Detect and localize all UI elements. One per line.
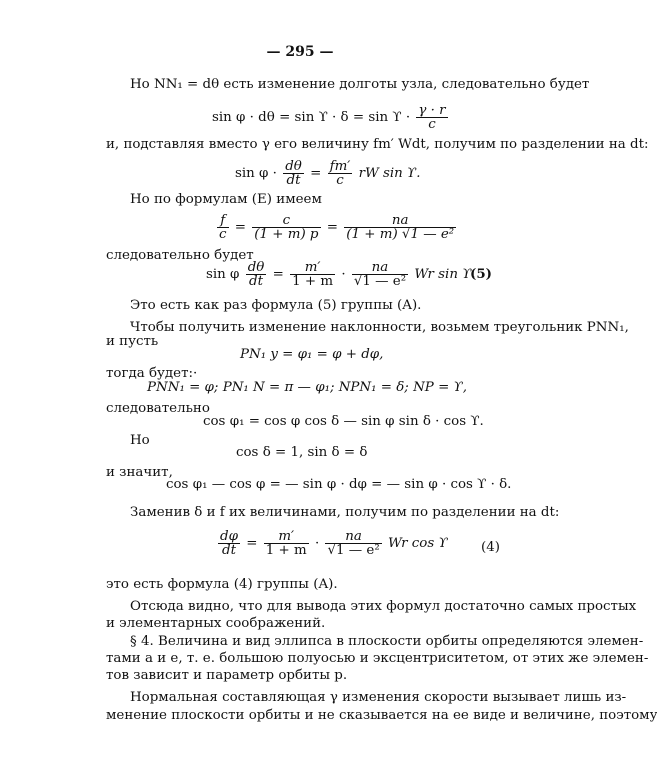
equation-text: sin φ — [206, 267, 240, 282]
text-line: § 4. Величина и вид эллипса в плоскости орбиты определяются элемен- — [130, 634, 644, 649]
text-line: и элементарных соображений. — [106, 616, 326, 631]
text-line: тогда будет:· — [106, 366, 198, 381]
text-line: Заменив δ и f их величинами, получим по разделении на dt: — [130, 505, 560, 520]
fraction — [252, 214, 320, 241]
text-line: и, подставляя вместо γ его величину fm′ Wdt, получим по разделении на dt: — [106, 137, 649, 152]
denominator: √1 — e² — [353, 274, 407, 289]
equals-sign: = — [326, 220, 338, 235]
equals-sign: = — [272, 267, 284, 282]
numerator: na — [344, 214, 456, 228]
equation-text: Wr cos ϒ — [387, 536, 448, 551]
numerator: dφ — [220, 529, 238, 544]
text-line: тами a и e, т. е. большою полуосью и эксцентриситетом, от этих же элемен- — [106, 651, 649, 666]
text-line: Но по формулам (E) имеем — [130, 192, 322, 207]
text-line: Нормальная составляющая γ изменения скорости вызывает лишь из- — [130, 690, 627, 705]
equation-text: Wr sin ϒ. — [414, 267, 476, 282]
text-line: менение плоскости орбиты и не сказывается на ее виде и величине, поэтому — [106, 708, 657, 723]
numerator: c — [252, 214, 320, 228]
denominator: dt — [222, 543, 236, 558]
fraction — [416, 104, 447, 131]
equation-text: sin φ · — [235, 166, 277, 181]
dot-operator: · — [341, 267, 346, 282]
denominator: dt — [286, 173, 301, 188]
text-line: Но — [130, 433, 150, 448]
equation-5: PN₁ y = φ₁ = φ + dφ, — [240, 347, 384, 362]
denominator: 1 + m — [292, 274, 334, 289]
text-line: Отсюда видно, что для вывода этих формул достаточно самых простых — [130, 599, 637, 614]
fraction — [290, 261, 335, 288]
equals-sign: = — [234, 220, 246, 235]
text-line: это есть формула (4) группы (A). — [106, 577, 338, 592]
equation-1 — [212, 104, 450, 131]
text-line: и значит, — [106, 465, 173, 480]
dot-operator: · — [314, 536, 320, 551]
equation-9: cos φ₁ — cos φ = — sin φ · dφ = — sin φ · cos ϒ · δ. — [166, 477, 512, 492]
text-line: тов зависит и параметр орбиты p. — [106, 668, 348, 683]
fraction — [218, 530, 240, 557]
text-line: Но NN₁ = dθ есть изменение долготы узла, следовательно будет — [130, 77, 590, 92]
fraction — [246, 261, 267, 288]
equation-text: sin φ · dθ = sin ϒ · δ = sin ϒ · — [212, 110, 411, 125]
numerator: dθ — [247, 260, 265, 275]
numerator: γ · r — [418, 103, 446, 118]
equation-4 — [206, 261, 476, 288]
denominator: dt — [249, 274, 263, 289]
numerator: m′ — [290, 261, 335, 275]
equation-tag: (4) — [481, 540, 500, 555]
numerator: m′ — [264, 530, 309, 544]
denominator: (1 + m) √1 — e² — [346, 227, 455, 242]
equation-2 — [235, 160, 420, 187]
denominator: c — [336, 173, 344, 188]
equation-3 — [215, 214, 458, 241]
equals-sign: = — [246, 536, 258, 551]
text-line: следовательно — [106, 401, 210, 416]
equation-text: rW sin ϒ. — [358, 166, 421, 181]
text-line: следовательно будет — [106, 248, 254, 263]
fraction — [217, 214, 229, 241]
text-line: Чтобы получить изменение наклонности, возьмем треугольник PNN₁, — [130, 320, 629, 335]
numerator: f — [217, 214, 229, 228]
denominator: √1 — e² — [327, 543, 380, 558]
text-line: и пусть — [106, 334, 159, 349]
fraction — [328, 160, 353, 187]
equation-10 — [216, 530, 448, 557]
numerator: na — [325, 530, 381, 544]
fraction — [325, 530, 381, 557]
equals-sign: = — [310, 166, 322, 181]
fraction — [264, 530, 309, 557]
numerator: na — [352, 261, 408, 275]
fraction — [352, 261, 408, 288]
equation-7: cos φ₁ = cos φ cos δ — sin φ sin δ · cos ϒ. — [203, 414, 484, 429]
equation-tag: (5) — [470, 266, 492, 282]
denominator: 1 + m — [265, 543, 307, 558]
fraction — [344, 214, 456, 241]
denominator: (1 + m) p — [254, 227, 319, 242]
equation-8: cos δ = 1, sin δ = δ — [236, 445, 368, 460]
text-line: Это есть как раз формула (5) группы (A). — [130, 298, 422, 313]
denominator: c — [219, 227, 227, 242]
fraction — [283, 160, 304, 187]
page-number: — 295 — — [266, 44, 334, 60]
equation-6: PNN₁ = φ; PN₁ N = π — φ₁; NPN₁ = δ; NP = ϒ, — [147, 380, 467, 395]
denominator: c — [428, 117, 436, 132]
numerator: fm′ — [329, 159, 351, 174]
numerator: dθ — [285, 159, 302, 174]
